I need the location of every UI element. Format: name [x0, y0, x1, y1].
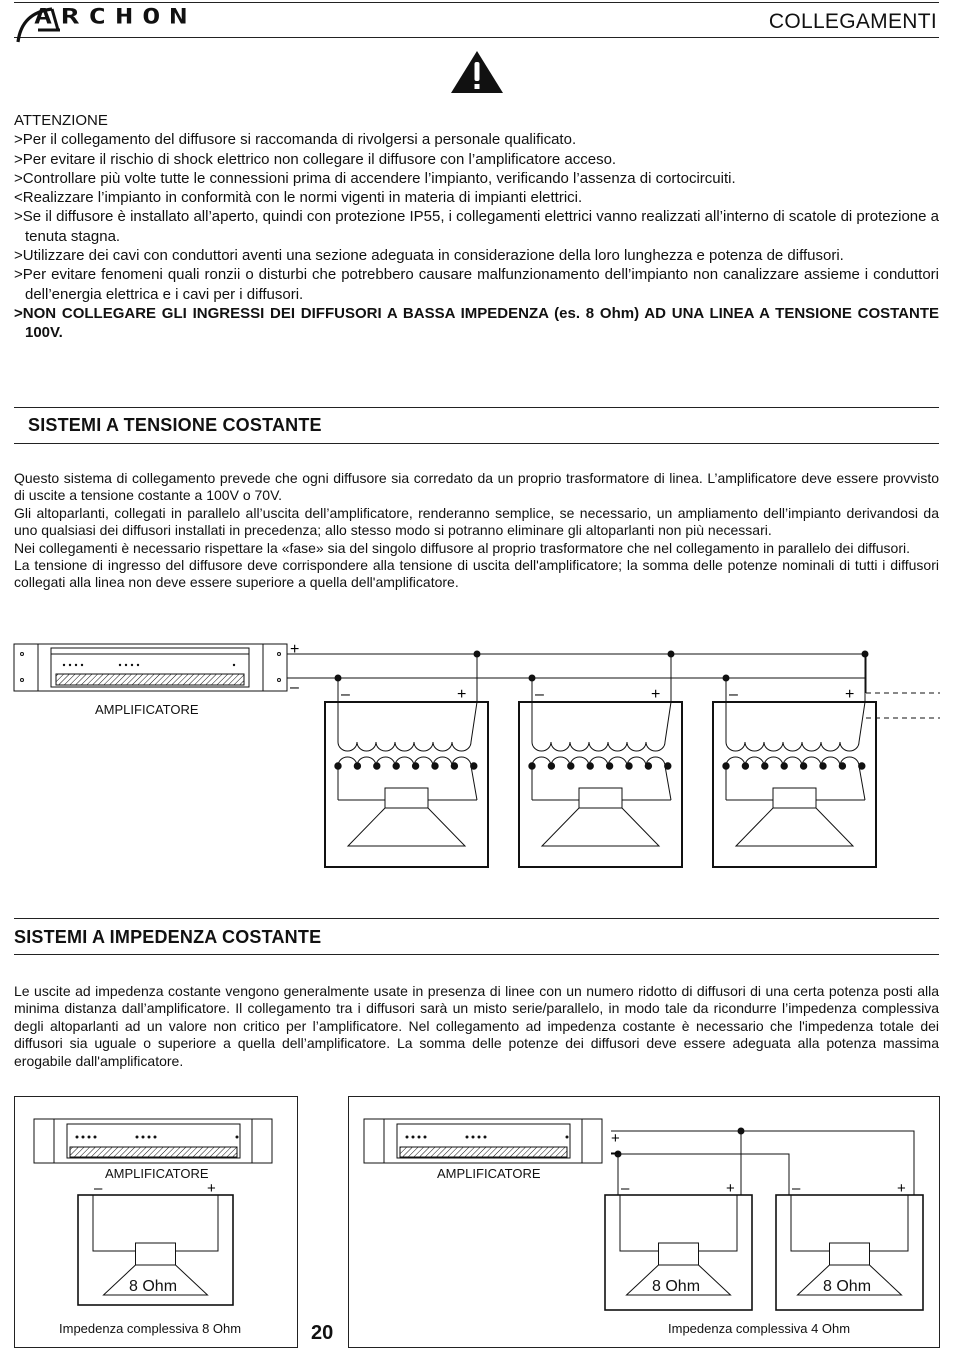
- warning-item: >Per evitare il rischio di shock elettrico non collegare il diffusore con l’amplificatore acceso.: [14, 150, 617, 168]
- amp-led: [236, 1136, 238, 1138]
- speaker-magnet: [773, 788, 816, 808]
- speaker-minus-label: –: [535, 686, 544, 703]
- warning-heading: ATTENZIONE: [14, 112, 108, 129]
- speaker-box: [325, 702, 488, 867]
- driver-wire: [816, 800, 865, 808]
- amp-plus-label: +: [611, 1130, 620, 1147]
- left-caption: Impedenza complessiva 8 Ohm: [59, 1321, 242, 1336]
- tap-dot: [587, 763, 593, 769]
- driver-wire: [622, 800, 671, 808]
- section1-paragraph: Questo sistema di collegamento prevede che ogni diffusore sia corredato da un proprio trasformatore di linea. L’amplificatore deve essere provvisto di uscite a tensione costante a 100V o 70V.: [14, 470, 939, 504]
- tap-dot: [645, 763, 651, 769]
- tap-dot: [354, 763, 360, 769]
- section1-paragraph: Nei collegamenti è necessario rispettare la «fase» sia del singolo diffusore al proprio trasformatore che nel collegamento in parallelo dei diffusori.: [14, 539, 910, 556]
- tap-dot: [412, 763, 418, 769]
- right-diagram-frame: [348, 1096, 940, 1348]
- logo-text: ARCHON: [34, 3, 197, 30]
- driver-wire: [428, 800, 477, 808]
- amp-led: [94, 1136, 96, 1138]
- speaker-minus-label: –: [792, 1180, 801, 1197]
- tap-dot: [723, 763, 729, 769]
- amp-led: [406, 1136, 408, 1138]
- amp-minus-label: –: [611, 1144, 620, 1161]
- speaker-magnet: [579, 788, 622, 808]
- amp-led: [478, 1136, 480, 1138]
- amp-led: [148, 1136, 150, 1138]
- warning-block: [14, 111, 939, 343]
- section2-bottom-rule: [14, 954, 939, 955]
- bus-plus-label: +: [290, 641, 300, 658]
- speaker-unit: [713, 651, 876, 867]
- driver-wire: [176, 1195, 219, 1251]
- tap-dot: [626, 763, 632, 769]
- primary-winding: [726, 702, 865, 751]
- warning-item: >Utilizzare dei cavi con conduttori aventi una sezione adeguata in considerazione della loro lunghezza e potenza de diffusori.: [14, 247, 844, 265]
- junction-dot: [723, 675, 729, 681]
- left-diagram-frame: [14, 1096, 298, 1348]
- speaker-plus-label: +: [651, 686, 661, 703]
- tap-dot: [665, 763, 671, 769]
- tap-dot: [762, 763, 768, 769]
- amp-led: [154, 1136, 156, 1138]
- warning-item: >Per il collegamento del diffusore si raccomanda di rivolgersi a personale qualificato.: [14, 131, 577, 149]
- amp-led: [76, 1136, 78, 1138]
- tap-dot: [432, 763, 438, 769]
- driver-wire: [699, 1195, 738, 1251]
- amp-led: [472, 1136, 474, 1138]
- amp-led: [466, 1136, 468, 1138]
- junction-dot: [474, 651, 480, 657]
- driver-wire: [791, 1195, 830, 1251]
- amp-led: [82, 1136, 84, 1138]
- speaker-magnet: [830, 1243, 870, 1265]
- section1-text: [14, 470, 939, 592]
- warning-item: >Se il diffusore è installato all’aperto, quindi con protezione IP55, i collegamenti elettrici vanno realizzati all’interno di scatole di protezione a tenuta stagna.: [14, 208, 939, 245]
- tap-dot: [568, 763, 574, 769]
- speaker-magnet: [385, 788, 428, 808]
- junction-dot: [738, 1128, 744, 1134]
- speaker-plus-label: +: [897, 1180, 906, 1197]
- amp-led: [412, 1136, 414, 1138]
- tap-dot: [374, 763, 380, 769]
- right-speaker-impedance: 8 Ohm: [652, 1278, 701, 1295]
- speaker-minus-label: –: [94, 1180, 103, 1197]
- plus-line: [611, 1131, 914, 1195]
- tap-dot: [548, 763, 554, 769]
- link-line: [611, 1154, 789, 1195]
- speaker-units: [0, 630, 954, 870]
- section1-top-rule: [14, 407, 939, 408]
- amplifier-label: AMPLIFICATORE: [95, 702, 199, 717]
- amp-vent: [70, 1147, 237, 1157]
- section1-paragraph: La tensione di ingresso del diffusore deve corrispondere alla tensione di uscita dell'amplificatore; la somma delle potenze nominali di tutti i diffusori collegati alla linea non deve essere superiore a quella dell'amplificatore.: [14, 557, 939, 591]
- primary-winding: [338, 702, 477, 751]
- speaker-plus-label: +: [207, 1180, 216, 1197]
- left-speaker-impedance: 8 Ohm: [129, 1278, 178, 1295]
- amp-led: [88, 1136, 90, 1138]
- junction-dot: [529, 675, 535, 681]
- warning-item: >Controllare più volte tutte le connessioni prima di accendere l’impianto, verificando l’assenza di cortocircuiti.: [14, 169, 736, 187]
- right-amplifier-label: AMPLIFICATORE: [437, 1166, 541, 1181]
- speaker-unit: [519, 651, 682, 867]
- speaker-box: [519, 702, 682, 867]
- junction-dot: [668, 651, 674, 657]
- speaker-cone: [542, 808, 659, 846]
- speaker-magnet: [659, 1243, 699, 1265]
- driver-wire: [338, 800, 385, 808]
- amp-vent: [400, 1147, 567, 1157]
- tap-dot: [839, 763, 845, 769]
- primary-winding: [532, 702, 671, 751]
- amp-led: [484, 1136, 486, 1138]
- page-title: COLLEGAMENTI: [768, 10, 937, 33]
- speaker-minus-label: –: [341, 686, 350, 703]
- warning-item: <Realizzare l’impianto in conformità con le normi vigenti in materia di impianti elettrici.: [14, 189, 583, 207]
- speaker-minus-label: –: [729, 686, 738, 703]
- warning-item: >Per evitare fenomeni quali ronzii o disturbi che potrebbero causare malfunzionamento dell’impianto non canalizzare assieme i conduttori dell’energia elettrica e i cavi per i diffusori.: [14, 266, 939, 303]
- tap-dot: [800, 763, 806, 769]
- amp-led: [566, 1136, 568, 1138]
- section1-bottom-rule: [14, 443, 939, 444]
- amp-led: [142, 1136, 144, 1138]
- tap-dot: [393, 763, 399, 769]
- tap-dot: [451, 763, 457, 769]
- driver-wire: [726, 800, 773, 808]
- section1-title: SISTEMI A TENSIONE COSTANTE: [28, 415, 322, 435]
- section1-paragraph: Gli altoparlanti, collegati in parallelo all’uscita dell’amplificatore, renderanno semplice, se necessario, un ampliamento dell’impianto derivandosi da uno qualsiasi dei diffusori installati in precedenza; allo stesso modo si potranno eliminare gli altoparlanti non più necessari.: [14, 504, 939, 539]
- warning-bold-item: >NON COLLEGARE GLI INGRESSI DEI DIFFUSORI A BASSA IMPEDENZA (es. 8 Ohm) AD UNA LINEA A TENSIONE COSTANTE 100V.: [14, 304, 939, 342]
- speaker-cone: [736, 808, 853, 846]
- right-speaker-impedance: 8 Ohm: [823, 1278, 872, 1295]
- tap-dot: [335, 763, 341, 769]
- speaker-minus-label: –: [621, 1180, 630, 1197]
- tap-dot: [820, 763, 826, 769]
- speaker-plus-label: +: [845, 686, 855, 703]
- speaker-unit: [325, 651, 488, 867]
- warning-triangle-icon: [450, 50, 504, 99]
- amp-led: [418, 1136, 420, 1138]
- page-number: 20: [311, 1322, 334, 1344]
- tap-dot: [781, 763, 787, 769]
- section2-top-rule: [14, 918, 939, 919]
- tap-dot: [471, 763, 477, 769]
- tap-dot: [742, 763, 748, 769]
- right-caption: Impedenza complessiva 4 Ohm: [668, 1321, 851, 1336]
- bus-minus-label: –: [290, 679, 299, 696]
- junction-dot: [335, 675, 341, 681]
- tap-dot: [606, 763, 612, 769]
- driver-wire: [93, 1195, 136, 1251]
- amp-led: [424, 1136, 426, 1138]
- left-amplifier-label: AMPLIFICATORE: [105, 1166, 209, 1181]
- speaker-cone: [348, 808, 465, 846]
- driver-wire: [870, 1195, 909, 1251]
- series-wiring: [611, 1128, 914, 1195]
- amplifier-unit: [34, 1119, 272, 1163]
- section2-title: SISTEMI A IMPEDENZA COSTANTE: [14, 927, 322, 947]
- tap-dot: [529, 763, 535, 769]
- speaker-plus-label: +: [457, 686, 467, 703]
- driver-wire: [620, 1195, 659, 1251]
- speaker-magnet: [136, 1243, 176, 1265]
- section2-text: Le uscite ad impedenza costante vengono generalmente usate in presenza di linee con un numero ridotto di diffusori di una certa potenza posti alla minima distanza dall’amplificatore. Il collegamento tra i diffusori sarà un misto serie/parallelo, in modo tale da ricondurre l’impedenza complessiva degli altoparlanti ad un valore non critico per l’amplificatore. Nel collegamento ad impedenza costante è necessario che l'impedenza totale dei diffusori sia uguale o superiore a quella dell’amplificatore. La somma delle potenze dei diffusori deve essere adeguata alla potenza massima erogabile dall'amplificatore.: [14, 983, 939, 1069]
- amplifier-unit: [364, 1119, 602, 1163]
- speaker-box: [713, 702, 876, 867]
- tap-dot: [859, 763, 865, 769]
- driver-wire: [532, 800, 579, 808]
- archon-logo: [14, 4, 250, 44]
- junction-dot: [862, 651, 868, 657]
- speaker-plus-label: +: [726, 1180, 735, 1197]
- amp-led: [136, 1136, 138, 1138]
